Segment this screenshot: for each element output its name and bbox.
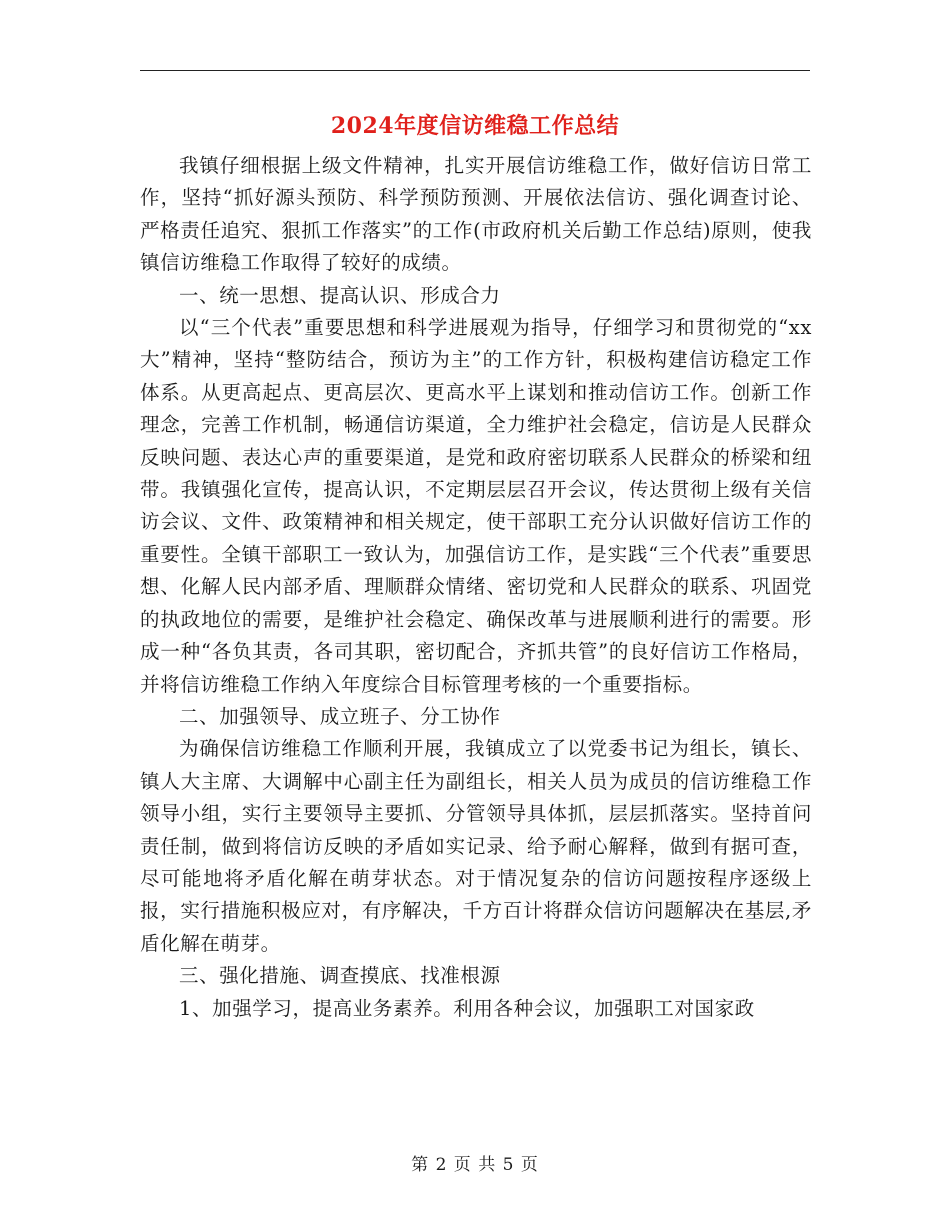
section-heading-1: 一、统一思想、提高认识、形成合力 [179,283,501,307]
document-title: 2024年度信访维稳工作总结 [330,113,620,139]
paragraph-section-1: 以“三个代表”重要思想和科学进展观为指导，仔细学习和贯彻党的“xx大”精神，坚持“整防结合，预访为主”的工作方针，积极构建信访稳定工作体系。从更高起点、更高层次、更高水平上谋划和推动信访工作。创新工作理念，完善工作机制，畅通信访渠道，全力维护社会稳定，信访是人民群众反映问题、表达心声的重要渠道，是党和政府密切联系人民群众的桥梁和纽带。我镇强化宣传，提高认识，不定期层层召开会议，传达贯彻上级有关信访会议、文件、政策精神和相关规定，使干部职工充分认识做好信访工作的重要性。全镇干部职工一致认为，加强信访工作，是实践“三个代表”重要思想、化解人民内部矛盾、理顺群众情绪、密切党和人民群众的联系、巩固党的执政地位的需要，是维护社会稳定、确保改革与进展顺利进行的需要。形成一种“各负其责，各司其职，密切配合，齐抓共管”的良好信访工作格局，并将信访维稳工作纳入年度综合目标管理考核的一个重要指标。 [140,316,812,696]
section-heading-2: 二、加强领导、成立班子、分工协作 [179,704,501,728]
paragraph-intro: 我镇仔细根据上级文件精神，扎实开展信访维稳工作，做好信访日常工作，坚持“抓好源头预防、科学预防预测、开展依法信访、强化调查讨论、严格责任追究、狠抓工作落实”的工作(市政府机关后勤工作总结)原则，使我镇信访维稳工作取得了较好的成绩。 [140,154,812,275]
paragraph-section-3-item-1: 1、加强学习，提高业务素养。利用各种会议，加强职工对国家政 [179,996,755,1020]
paragraph-section-2: 为确保信访维稳工作顺利开展，我镇成立了以党委书记为组长，镇长、镇人大主席、大调解中心副主任为副组长，相关人员为成员的信访维稳工作领导小组，实行主要领导主要抓、分管领导具体抓，层层抓落实。坚持首问责任制，做到将信访反映的矛盾如实记录、给予耐心解释，做到有据可查，尽可能地将矛盾化解在萌芽状态。对于情况复杂的信访问题按程序逐级上报，实行措施积极应对，有序解决，千方百计将群众信访问题解决在基层,矛盾化解在萌芽。 [140,737,812,955]
page-number: 第 2 页 共 5 页 [411,1155,539,1175]
section-heading-3: 三、强化措施、调查摸底、找准根源 [179,964,501,988]
header-rule [140,70,810,71]
document-body [140,150,812,1025]
